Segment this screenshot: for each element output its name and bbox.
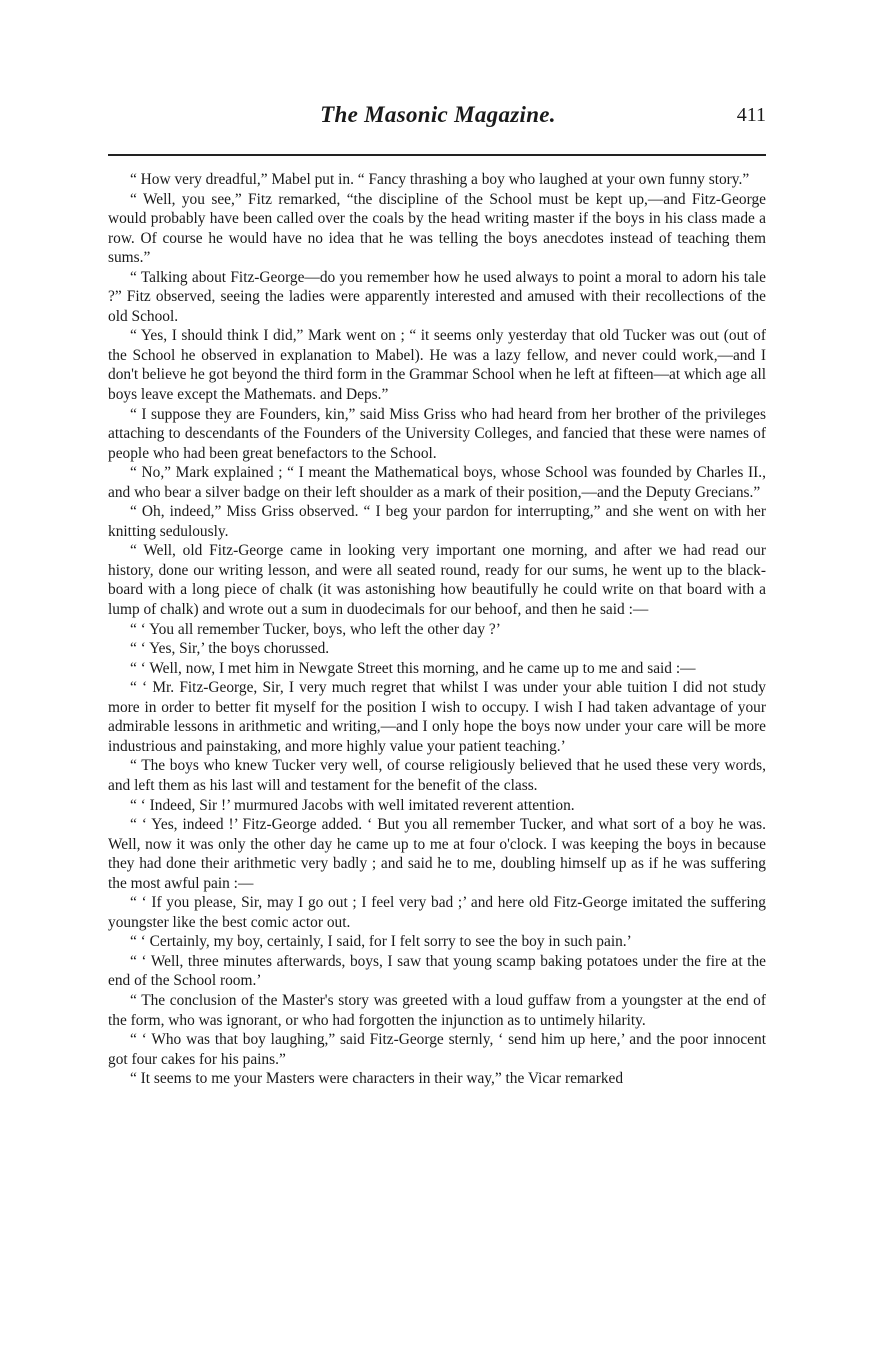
paragraph: “ ‘ You all remember Tucker, boys, who left the other day ?’ [130,620,501,638]
paragraph: “ Oh, indeed,” Miss Griss observed. “ I beg your pardon for interrupting,” and she went on with her knitting sedulously. [108,503,766,540]
header-rule [108,154,766,156]
paragraph: “ The conclusion of the Master's story was greeted with a loud guffaw from a youngster at the end of the form, who was ignorant, or who had forgotten the injunction as to untimely hilarity. [108,991,766,1029]
paragraph: “ It seems to me your Masters were characters in their way,” the Vicar remarked [130,1070,624,1088]
paragraph: “ The boys who knew Tucker very well, of course religiously believed that he used these very words, and left them as his last will and testament for the benefit of the class. [108,757,766,794]
paragraph: “ ‘ Mr. Fitz-George, Sir, I very much regret that whilst I was under your able tuition I did not study more in order to better fit myself for the position I wish to occupy. I wish I had taken advantage of your admirable lessons in arithmetic and writing,—and I only hope the boys now under your care will be more industrious and painstaking, and more highly value your patient teaching.’ [108,679,766,755]
paragraph: “ Well, old Fitz-George came in looking very important one morning, and after we had read our history, done our writing lesson, and were all seated round, ready for our sums, he went up to the black-board with a long piece of chalk (it was astonishing how beautifully he could write on that board with a lump of chalk) and wrote out a sum in duodecimals for our behoof, and then he said :— [108,542,766,619]
page-header [108,102,768,132]
paragraph: “ ‘ Yes, Sir,’ the boys chorussed. [130,640,330,658]
paragraph: “ ‘ Well, now, I met him in Newgate Street this morning, and he came up to me and said :— [130,659,696,677]
paragraph: “ Well, you see,” Fitz remarked, “the discipline of the School must be kept up,—and Fitz-George would probably have been called over the coals by the head writing master if the boys in his class made a row. Of course he would have no idea that he was telling the boys anecdotes instead of teaching them sums.” [108,190,766,267]
paragraph: “ ‘ Yes, indeed !’ Fitz-George added. ‘ But you all remember Tucker, and what sort of a boy he was. Well, now it was only the other day he came up to me at four o'clock. I was keeping the boys in because they had done their arithmetic very badly ; and said he to me, doubling himself up as if he was suffering the most awful pain :— [108,816,766,892]
paragraph: “ ‘ Certainly, my boy, certainly, I said, for I felt sorry to see the boy in such pain.’ [130,933,632,951]
paragraph: “ ‘ If you please, Sir, may I go out ; I feel very bad ;’ and here old Fitz-George imitated the suffering youngster like the best comic actor out. [108,894,766,931]
paragraph: “ Yes, I should think I did,” Mark went on ; “ it seems only yesterday that old Tucker was out (out of the School he observed in explanation to Mabel). He was a lazy fellow, and never could work,—and I don't believe he got beyond the third form in the Grammar School when he left at fifteen—at which age all boys leave except the Mathemats. and Deps.” [108,327,766,404]
body-text [108,170,766,1089]
paragraph: “ ‘ Indeed, Sir !’ murmured Jacobs with well imitated reverent attention. [130,796,575,814]
paragraph: “ I suppose they are Founders, kin,” said Miss Griss who had heard from her brother of the privileges attaching to descendants of the Founders of the University Colleges, and fancied that these were names of people who had been great benefactors to the School. [108,405,766,462]
running-title: The Masonic Magazine. [320,102,556,127]
page-number: 411 [736,104,766,126]
paragraph: “ ‘ Well, three minutes afterwards, boys, I saw that young scamp baking potatoes under the fire at the end of the School room.’ [108,952,766,990]
paragraph: “ No,” Mark explained ; “ I meant the Mathematical boys, whose School was founded by Charles II., and who bear a silver badge on their left shoulder as a mark of their position,—and the Deputy Grecians.” [108,464,766,501]
paragraph: “ Talking about Fitz-George—do you remember how he used always to point a moral to adorn his tale ?” Fitz observed, seeing the ladies were apparently interested and amused with their recollections of the old School. [108,268,766,325]
paragraph: “ How very dreadful,” Mabel put in. “ Fancy thrashing a boy who laughed at your own funny story.” [130,171,750,188]
paragraph: “ ‘ Who was that boy laughing,” said Fitz-George sternly, ‘ send him up here,’ and the poor innocent got four cakes for his pains.” [108,1031,766,1068]
